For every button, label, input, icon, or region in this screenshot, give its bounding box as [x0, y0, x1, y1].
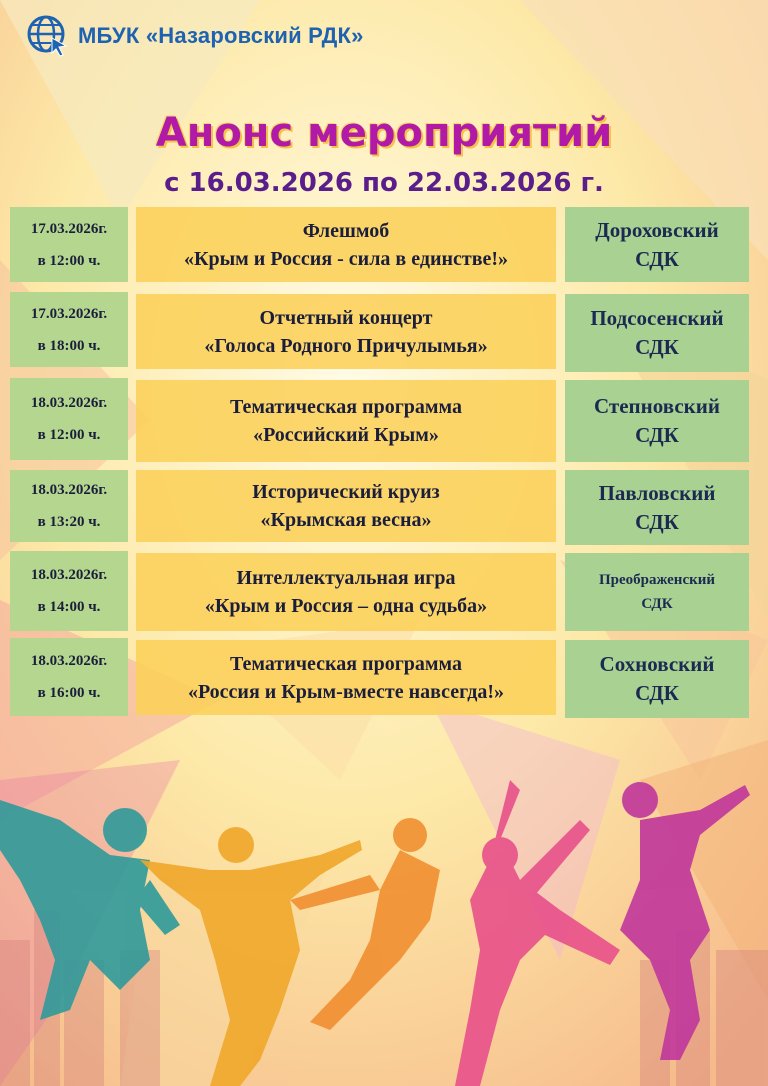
venue-type: СДК: [635, 509, 679, 534]
event-time: в 14:00 ч.: [37, 599, 101, 615]
event-date-cell: [10, 378, 128, 460]
venue-name: Дороховский: [595, 217, 719, 242]
event-type: Флешмоб: [302, 219, 390, 242]
venue-name: Преображенский: [598, 572, 716, 588]
event-date: 18.03.2026г.: [30, 653, 108, 669]
event-date: 17.03.2026г.: [30, 220, 108, 237]
event-title-cell: [136, 470, 556, 542]
venue-type: СДК: [635, 335, 679, 359]
event-date-cell: [10, 551, 128, 631]
event-date-cell: [10, 292, 128, 367]
org-name: МБУК «Назаровский РДК»: [78, 23, 364, 48]
event-time: в 13:20 ч.: [37, 514, 101, 530]
event-time: в 18:00 ч.: [37, 337, 101, 354]
event-date-cell: [10, 470, 128, 542]
event-date-cell: [10, 207, 128, 282]
event-time: в 12:00 ч.: [37, 427, 101, 443]
event-title-cell: [136, 294, 556, 369]
event-title-cell: [136, 207, 556, 282]
venue-type: СДК: [635, 246, 679, 271]
event-date: 18.03.2026г.: [30, 395, 108, 411]
event-date-cell: [10, 638, 128, 716]
event-date: 18.03.2026г.: [30, 567, 108, 583]
event-type: Отчетный концерт: [259, 306, 433, 329]
venue-name: Степновский: [594, 394, 720, 418]
event-date: 17.03.2026г.: [30, 305, 108, 322]
venue-type: СДК: [641, 596, 673, 612]
event-name: «Крым и Россия - сила в единстве!»: [183, 247, 509, 270]
event-time: в 12:00 ч.: [37, 252, 101, 269]
event-type: Интеллектуальная игра: [236, 567, 456, 589]
event-venue-cell: [565, 294, 749, 372]
event-venue-cell: [565, 640, 749, 718]
event-title-cell: [136, 380, 556, 462]
venue-name: Сохновский: [599, 652, 715, 676]
event-name: «Россия и Крым-вместе навсегда!»: [187, 680, 505, 703]
event-name: «Голоса Родного Причулымья»: [204, 334, 488, 357]
venue-name: Павловский: [598, 480, 716, 505]
event-title-cell: [136, 640, 556, 715]
event-time: в 16:00 ч.: [37, 685, 101, 701]
event-venue-cell: [565, 553, 749, 631]
event-date: 18.03.2026г.: [30, 482, 108, 498]
event-name: «Российский Крым»: [253, 424, 439, 446]
venue-type: СДК: [635, 423, 679, 447]
date-range: с 16.03.2026 по 22.03.2026 г.: [164, 168, 604, 198]
venue-type: СДК: [635, 681, 679, 705]
event-title-cell: [136, 553, 556, 631]
event-type: Исторический круиз: [252, 481, 440, 503]
venue-name: Подсосенский: [590, 306, 724, 330]
event-venue-cell: [565, 470, 749, 545]
event-name: «Крым и Россия – одна судьба»: [204, 595, 488, 617]
event-type: Тематическая программа: [229, 396, 463, 418]
page-title: Анонс мероприятий: [155, 110, 613, 156]
event-venue-cell: [565, 207, 749, 282]
event-type: Тематическая программа: [229, 652, 463, 675]
event-venue-cell: [565, 380, 749, 462]
event-name: «Крымская весна»: [260, 509, 432, 531]
